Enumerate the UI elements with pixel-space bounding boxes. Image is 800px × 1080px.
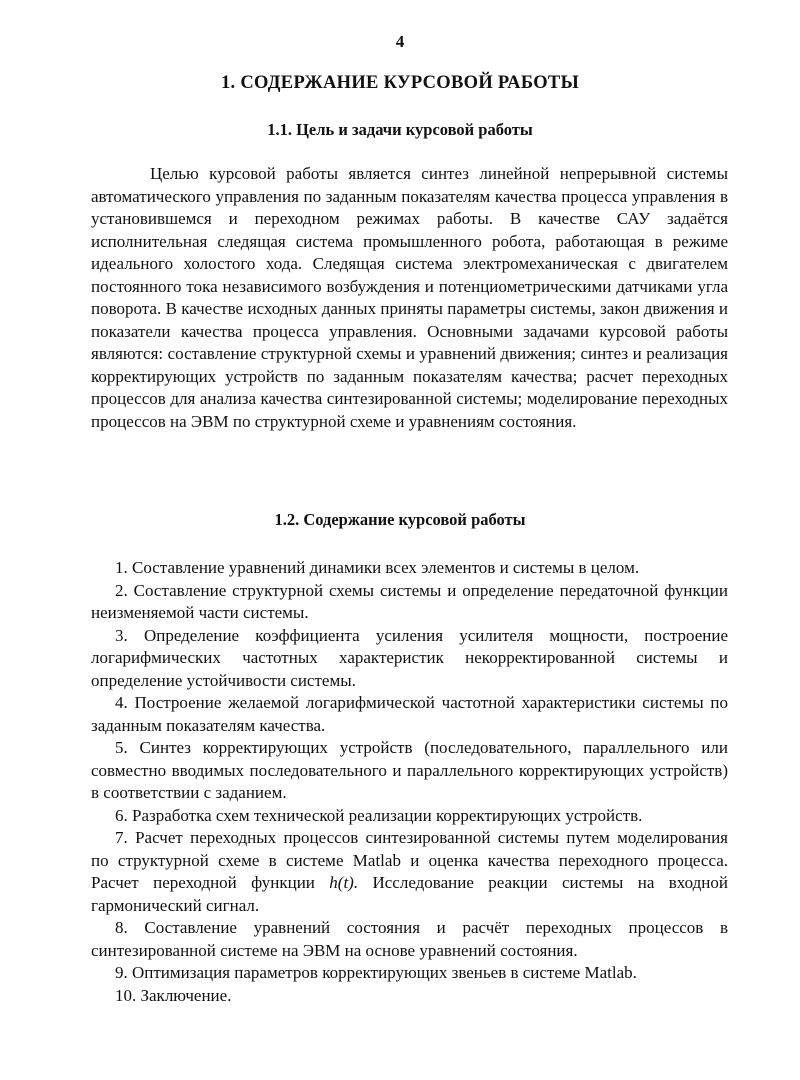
list-item: 2. Составление структурной схемы системы и определение передаточной функции неизменяемой части системы. xyxy=(91,580,728,622)
contents-list xyxy=(91,557,728,1007)
section-2-title: 1.2. Содержание курсовой работы xyxy=(274,510,526,529)
list-item: 10. Заключение. xyxy=(115,985,232,1005)
list-item: 9. Оптимизация параметров корректирующих звеньев в системе Matlab. xyxy=(115,963,637,982)
transient-function-symbol: h(t). xyxy=(329,873,359,892)
list-item: 8. Составление уравнений состояния и расчёт переходных процессов в синтезированной системе на ЭВМ на основе уравнений состояния. xyxy=(91,918,728,960)
list-item-7 xyxy=(91,827,728,917)
chapter-title: 1. СОДЕРЖАНИЕ КУРСОВОЙ РАБОТЫ xyxy=(220,73,580,93)
list-item: 3. Определение коэффициента усиления усилителя мощности, построение логарифмических частотных характеристик некорректированной системы и определение устойчивости системы. xyxy=(91,625,728,690)
list-item: 5. Синтез корректирующих устройств (последовательного, параллельного или совместно вводимых последовательного и параллельного корректирующих устройств) в соответствии с заданием. xyxy=(91,738,728,802)
item-7-text-start: 7. Расчет переходных процессов синтезированной системы путем моделирования по структурной схеме в системе Matlab и оценка качества переходного процесса. Расчет переходной функции xyxy=(91,828,728,892)
item-7-text-end: Исследование реакции системы на входной гармонический сигнал. xyxy=(91,873,728,915)
list-item: 1. Составление уравнений динамики всех элементов и системы в целом. xyxy=(115,558,640,577)
section-1-paragraph: Целью курсовой работы является синтез линейной непрерывной системы автоматического управления по заданным показателям качества процесса управления в установившемся и переходном режимах работы. В качестве САУ задаётся исполнительная следящая система промышленного робота, работающая в режиме идеального холостого хода. Следящая система электромеханическая с двигателем постоянного тока независимого возбуждения и потенциометрическими датчиками угла поворота. В качестве исходных данных приняты параметры системы, закон движения и показатели качества процесса управления. Основными задачами курсовой работы являются: составление структурной схемы и уравнений движения; синтез и реализация корректирующих устройств по заданным показателям качества; расчет переходных процессов для анализа качества синтезированной системы; моделирование переходных процессов на ЭВМ по структурной схеме и уравнениям состояния. xyxy=(91,164,728,431)
list-item: 6. Разработка схем технической реализации корректирующих устройств. xyxy=(115,805,643,825)
section-1-title: 1.1. Цель и задачи курсовой работы xyxy=(267,120,533,139)
page-number: 4 xyxy=(395,32,405,51)
list-item: 4. Построение желаемой логарифмической частотной характеристики системы по заданным показателям качества. xyxy=(91,693,728,735)
